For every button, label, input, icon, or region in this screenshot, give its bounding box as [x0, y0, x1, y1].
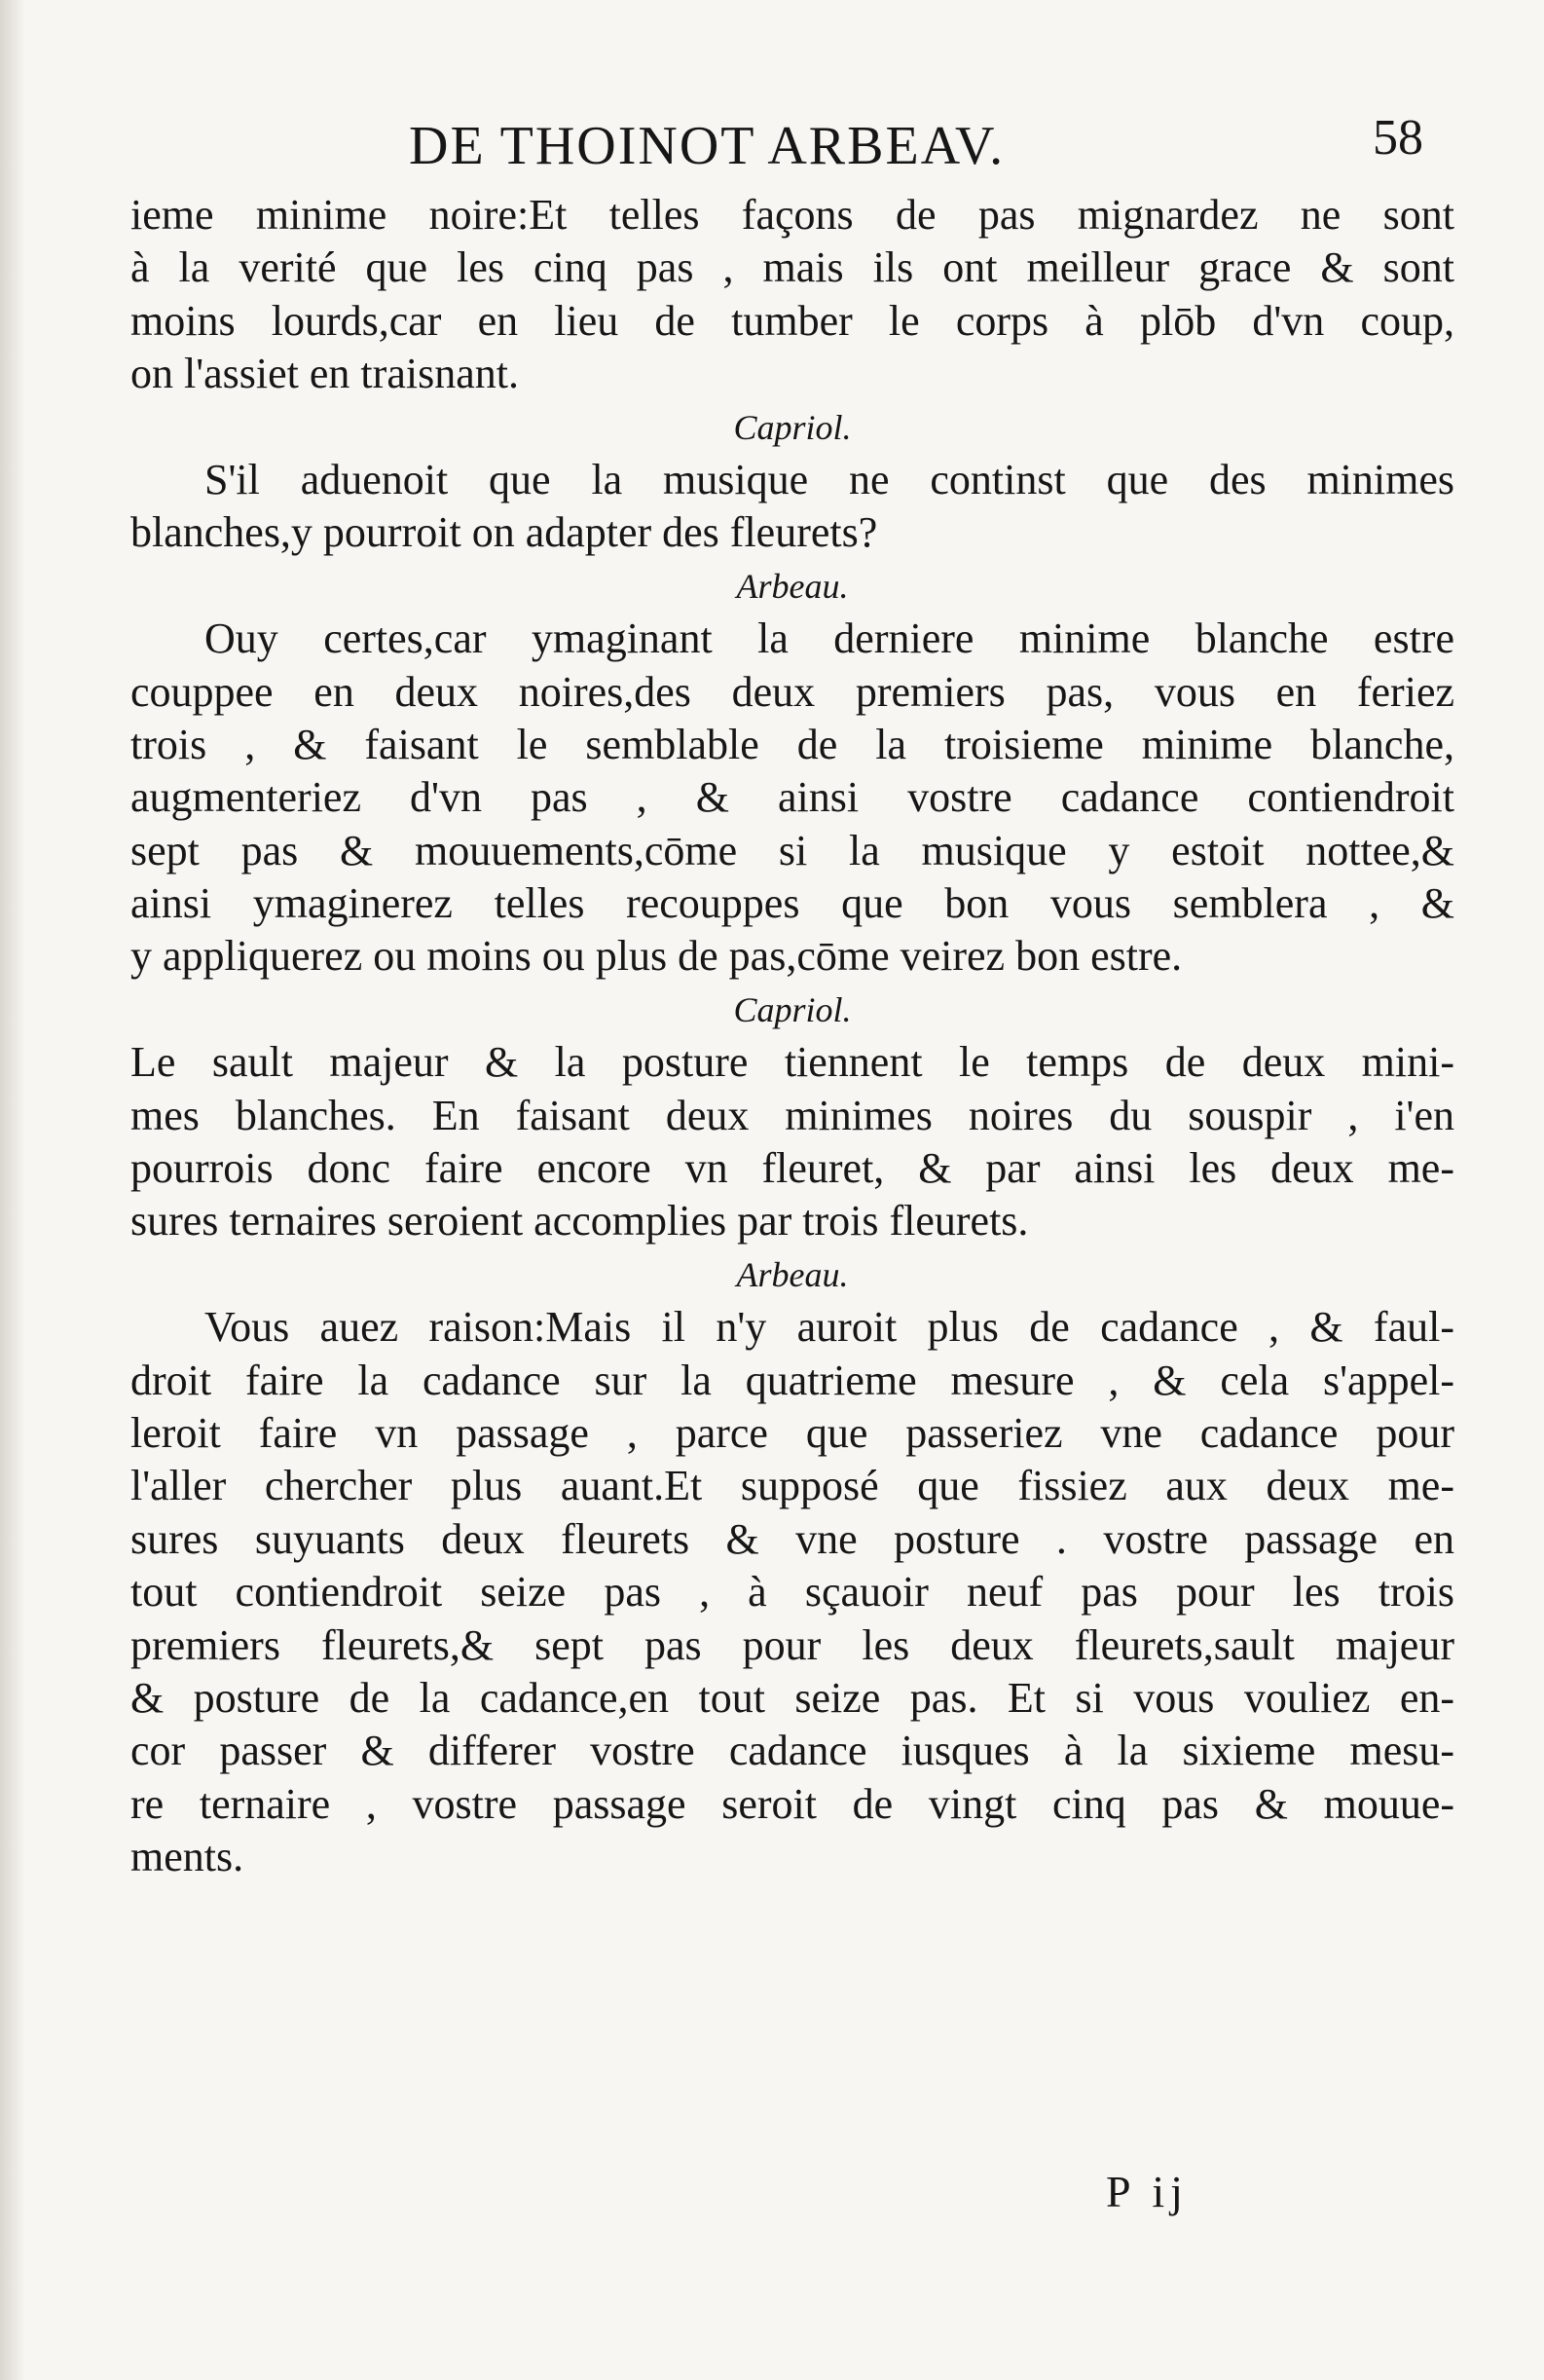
- page-gutter-shadow: [0, 0, 25, 2380]
- text-line: moins lourds,car en lieu de tumber le corps à plōb d'vn coup,: [130, 296, 1454, 345]
- text-line: mes blanches. En faisant deux minimes noires du souspir , i'en: [130, 1091, 1454, 1139]
- signature-mark: P ij: [1106, 2167, 1189, 2216]
- text-line: leroit faire vn passage , parce que passeriez vne cadance pour: [130, 1408, 1454, 1457]
- text-line: ieme minime noire:Et telles façons de pas mignardez ne sont: [130, 191, 1454, 239]
- text-line: cor passer & differer vostre cadance iusques à la sixieme mesu-: [130, 1727, 1454, 1775]
- text-line: Ouy certes,car ymaginant la derniere minime blanche estre: [204, 614, 1454, 663]
- text-line: sures ternaires seroient accomplies par trois fleurets.: [130, 1197, 1029, 1246]
- text-line: y appliquerez ou moins ou plus de pas,cōme veirez bon estre.: [130, 932, 1183, 981]
- text-line: tout contiendroit seize pas , à sçauoir neuf pas pour les trois: [130, 1568, 1454, 1617]
- text-line: & posture de la cadance,en tout seize pas. Et si vous vouliez en-: [130, 1673, 1454, 1722]
- text-line: l'aller chercher plus auant.Et supposé que fissiez aux deux me-: [130, 1462, 1454, 1510]
- text-line: ments.: [130, 1833, 244, 1881]
- text-line: augmenteriez d'vn pas , & ainsi vostre cadance contiendroit: [130, 773, 1454, 822]
- text-block: [130, 189, 1454, 1884]
- text-line: couppee en deux noires,des deux premiers pas, vous en feriez: [130, 667, 1454, 716]
- running-title: DE THOINOT ARBEAV.: [409, 116, 1006, 176]
- text-line: à la verité que les cinq pas , mais ils ont meilleur grace & sont: [130, 243, 1454, 292]
- speaker-name: Arbeau.: [736, 1254, 849, 1294]
- text-line: S'il aduenoit que la musique ne continst que des minimes: [204, 455, 1454, 503]
- text-line: ainsi ymaginerez telles recouppes que bon vous semblera , &: [130, 879, 1454, 928]
- text-line: sures suyuants deux fleurets & vne posture . vostre passage en: [130, 1514, 1454, 1563]
- text-line: trois , & faisant le semblable de la troisieme minime blanche,: [130, 720, 1454, 768]
- text-line: droit faire la cadance sur la quatrieme mesure , & cela s'appel-: [130, 1356, 1454, 1404]
- text-line: Vous auez raison:Mais il n'y auroit plus de cadance , & faul-: [204, 1303, 1454, 1352]
- page-number: 58: [1373, 110, 1423, 166]
- text-line: re ternaire , vostre passage seroit de vingt cinq pas & mouue-: [130, 1779, 1454, 1828]
- speaker-name: Arbeau.: [736, 566, 849, 606]
- text-line: Le sault majeur & la posture tiennent le temps de deux mini-: [130, 1038, 1454, 1087]
- text-line: premiers fleurets,& sept pas pour les deux fleurets,sault majeur: [130, 1620, 1454, 1669]
- text-line: blanches,y pourroit on adapter des fleurets?: [130, 508, 878, 557]
- text-line: pourrois donc faire encore vn fleuret, & par ainsi les deux me-: [130, 1144, 1454, 1193]
- text-line: on l'assiet en traisnant.: [130, 350, 519, 398]
- speaker-name: Capriol.: [733, 407, 852, 447]
- speaker-name: Capriol.: [733, 989, 852, 1029]
- text-line: sept pas & mouuements,cōme si la musique y estoit nottee,&: [130, 826, 1454, 874]
